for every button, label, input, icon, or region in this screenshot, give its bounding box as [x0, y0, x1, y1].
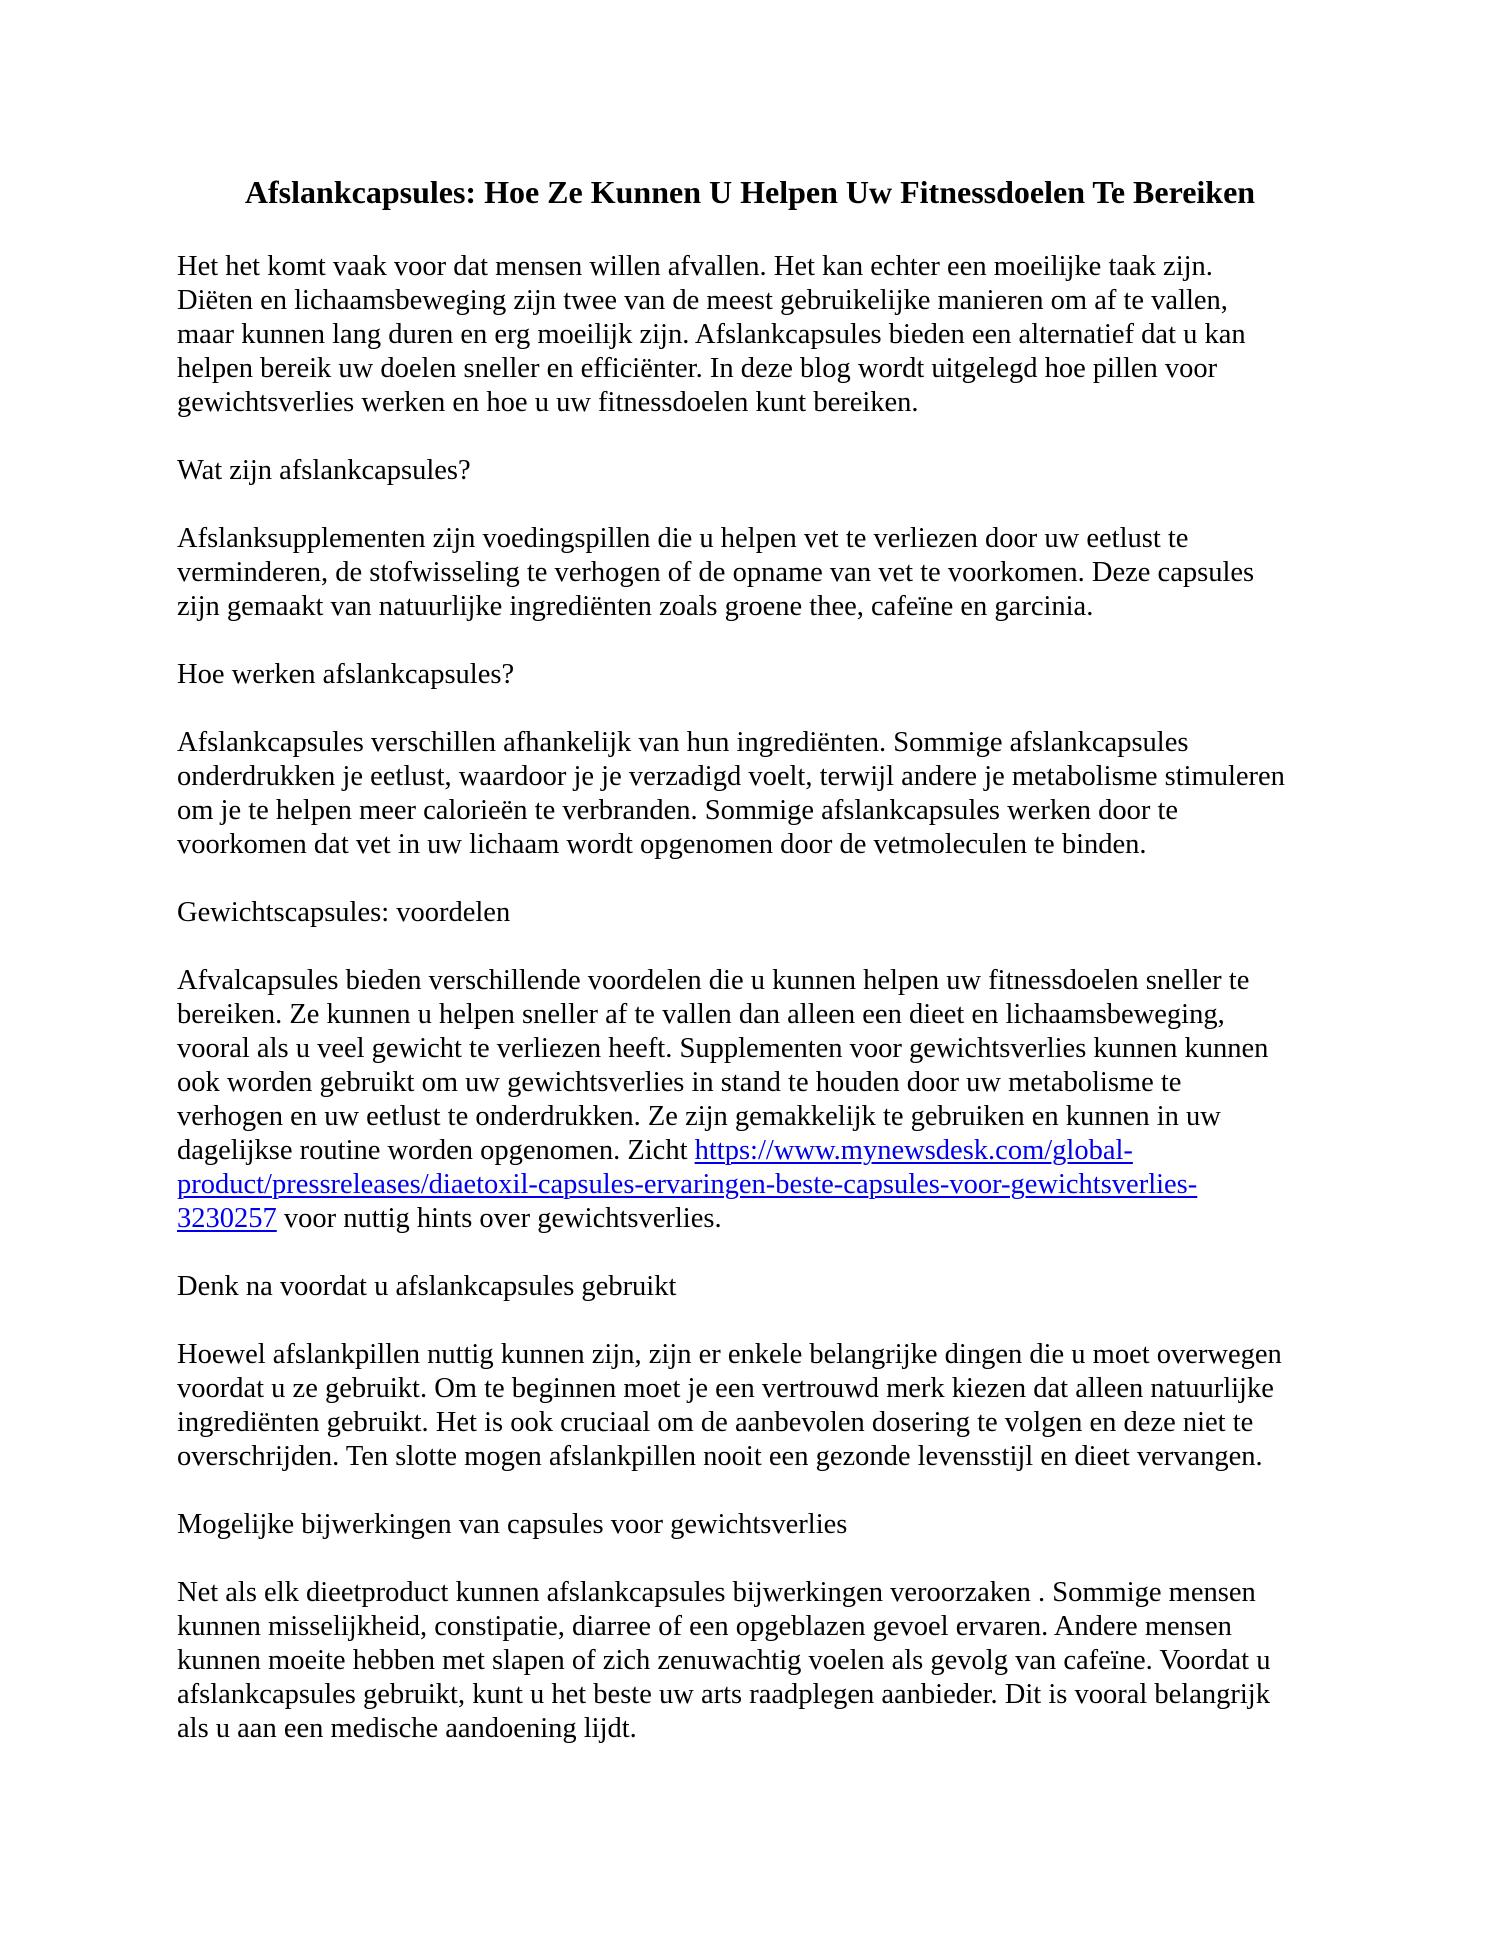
text-line-with-link [177, 1134, 1377, 1168]
section-heading-denk-na [177, 1270, 1377, 1304]
section-heading-voordelen [177, 896, 1377, 930]
text-line: om je te helpen meer calorieën te verbranden. Sommige afslankcapsules werken door te [177, 795, 1179, 826]
external-link-part-2[interactable]: product/pressreleases/diaetoxil-capsules-ervaringen-beste-capsules-voor-gewichtsverlies- [177, 1169, 1198, 1200]
section-heading: Hoe werken afslankcapsules? [177, 659, 515, 690]
section-heading: Denk na voordat u afslankcapsules gebruikt [177, 1271, 677, 1302]
text-line: verhogen en uw eetlust te onderdrukken. Ze zijn gemakkelijk te gebruiken en kunnen in uw [177, 1101, 1221, 1132]
link-suffix-text: voor nuttig hints over gewichtsverlies. [276, 1203, 722, 1234]
external-link-part-1[interactable]: https://www.mynewsdesk.com/global- [694, 1135, 1133, 1166]
text-line: voordat u ze gebruikt. Om te beginnen moet je een vertrouwd merk kiezen dat alleen natuurlijke [177, 1373, 1274, 1404]
text-line: maar kunnen lang duren en erg moeilijk zijn. Afslankcapsules bieden een alternatief dat u kan [177, 319, 1246, 350]
text-line: kunnen moeite hebben met slapen of zich zenuwachtig voelen als gevolg van cafeïne. Voordat u [177, 1645, 1271, 1676]
text-line: Net als elk dieetproduct kunnen afslankcapsules bijwerkingen veroorzaken . Sommige mensen [177, 1577, 1256, 1608]
section-heading-hoe-werken [177, 658, 1377, 692]
text-line: voorkomen dat vet in uw lichaam wordt opgenomen door de vetmoleculen te binden. [177, 829, 1147, 860]
text-line-with-link [177, 1202, 1377, 1236]
document-title: Afslankcapsules: Hoe Ze Kunnen U Helpen Uw Fitnessdoelen Te Bereiken [244, 174, 1256, 210]
text-line: Hoewel afslankpillen nuttig kunnen zijn, zijn er enkele belangrijke dingen die u moet overwegen [177, 1339, 1282, 1370]
external-link-part-3[interactable]: 3230257 [177, 1203, 277, 1234]
text-line: Afslankcapsules verschillen afhankelijk van hun ingrediënten. Sommige afslankcapsules [177, 727, 1189, 758]
text-line: onderdrukken je eetlust, waardoor je je verzadigd voelt, terwijl andere je metabolisme stimuleren [177, 761, 1285, 792]
section-paragraph-wat-zijn [177, 522, 1377, 624]
text-line: kunnen misselijkheid, constipatie, diarree of een opgeblazen gevoel ervaren. Andere mensen [177, 1611, 1232, 1642]
text-line: ook worden gebruikt om uw gewichtsverlies in stand te houden door uw metabolisme te [177, 1067, 1182, 1098]
text-line: vooral als u veel gewicht te verliezen heeft. Supplementen voor gewichtsverlies kunnen kunnen [177, 1033, 1269, 1064]
text-line: bereiken. Ze kunnen u helpen sneller af te vallen dan alleen een dieet en lichaamsbeweging, [177, 999, 1225, 1030]
text-line: ingrediënten gebruikt. Het is ook cruciaal om de aanbevolen dosering te volgen en deze niet te [177, 1407, 1254, 1438]
section-heading: Mogelijke bijwerkingen van capsules voor gewichtsverlies [177, 1509, 848, 1540]
text-line: gewichtsverlies werken en hoe u uw fitnessdoelen kunt bereiken. [177, 387, 919, 418]
section-paragraph-voordelen [177, 964, 1377, 1236]
text-line: Afvalcapsules bieden verschillende voordelen die u kunnen helpen uw fitnessdoelen sneller te [177, 965, 1250, 996]
section-heading: Wat zijn afslankcapsules? [177, 455, 471, 486]
section-paragraph-hoe-werken [177, 726, 1377, 862]
text-line: Diëten en lichaamsbeweging zijn twee van de meest gebruikelijke manieren om af te vallen, [177, 285, 1228, 316]
section-paragraph-bijwerkingen [177, 1576, 1377, 1746]
text-line: overschrijden. Ten slotte mogen afslankpillen nooit een gezonde levensstijl en dieet vervangen. [177, 1441, 1263, 1472]
text-line: zijn gemaakt van natuurlijke ingrediënten zoals groene thee, cafeïne en garcinia. [177, 591, 1094, 622]
text-line: als u aan een medische aandoening lijdt. [177, 1713, 637, 1744]
text-line: Het het komt vaak voor dat mensen willen afvallen. Het kan echter een moeilijke taak zijn. [177, 251, 1213, 282]
text-line: helpen bereik uw doelen sneller en efficiënter. In deze blog wordt uitgelegd hoe pillen voor [177, 353, 1218, 384]
section-heading: Gewichtscapsules: voordelen [177, 897, 511, 928]
text-line-with-link [177, 1168, 1377, 1202]
section-heading-wat-zijn [177, 454, 1377, 488]
section-heading-bijwerkingen [177, 1508, 1377, 1542]
text-line: verminderen, de stofwisseling te verhogen of de opname van vet te voorkomen. Deze capsules [177, 557, 1255, 588]
text-line: Afslanksupplementen zijn voedingspillen die u helpen vet te verliezen door uw eetlust te [177, 523, 1189, 554]
text-line: afslankcapsules gebruikt, kunt u het beste uw arts raadplegen aanbieder. Dit is vooral belangrijk [177, 1679, 1270, 1710]
link-prefix-text: dagelijkse routine worden opgenomen. Zicht [177, 1135, 695, 1166]
intro-paragraph [177, 250, 1377, 420]
section-paragraph-denk-na [177, 1338, 1377, 1474]
